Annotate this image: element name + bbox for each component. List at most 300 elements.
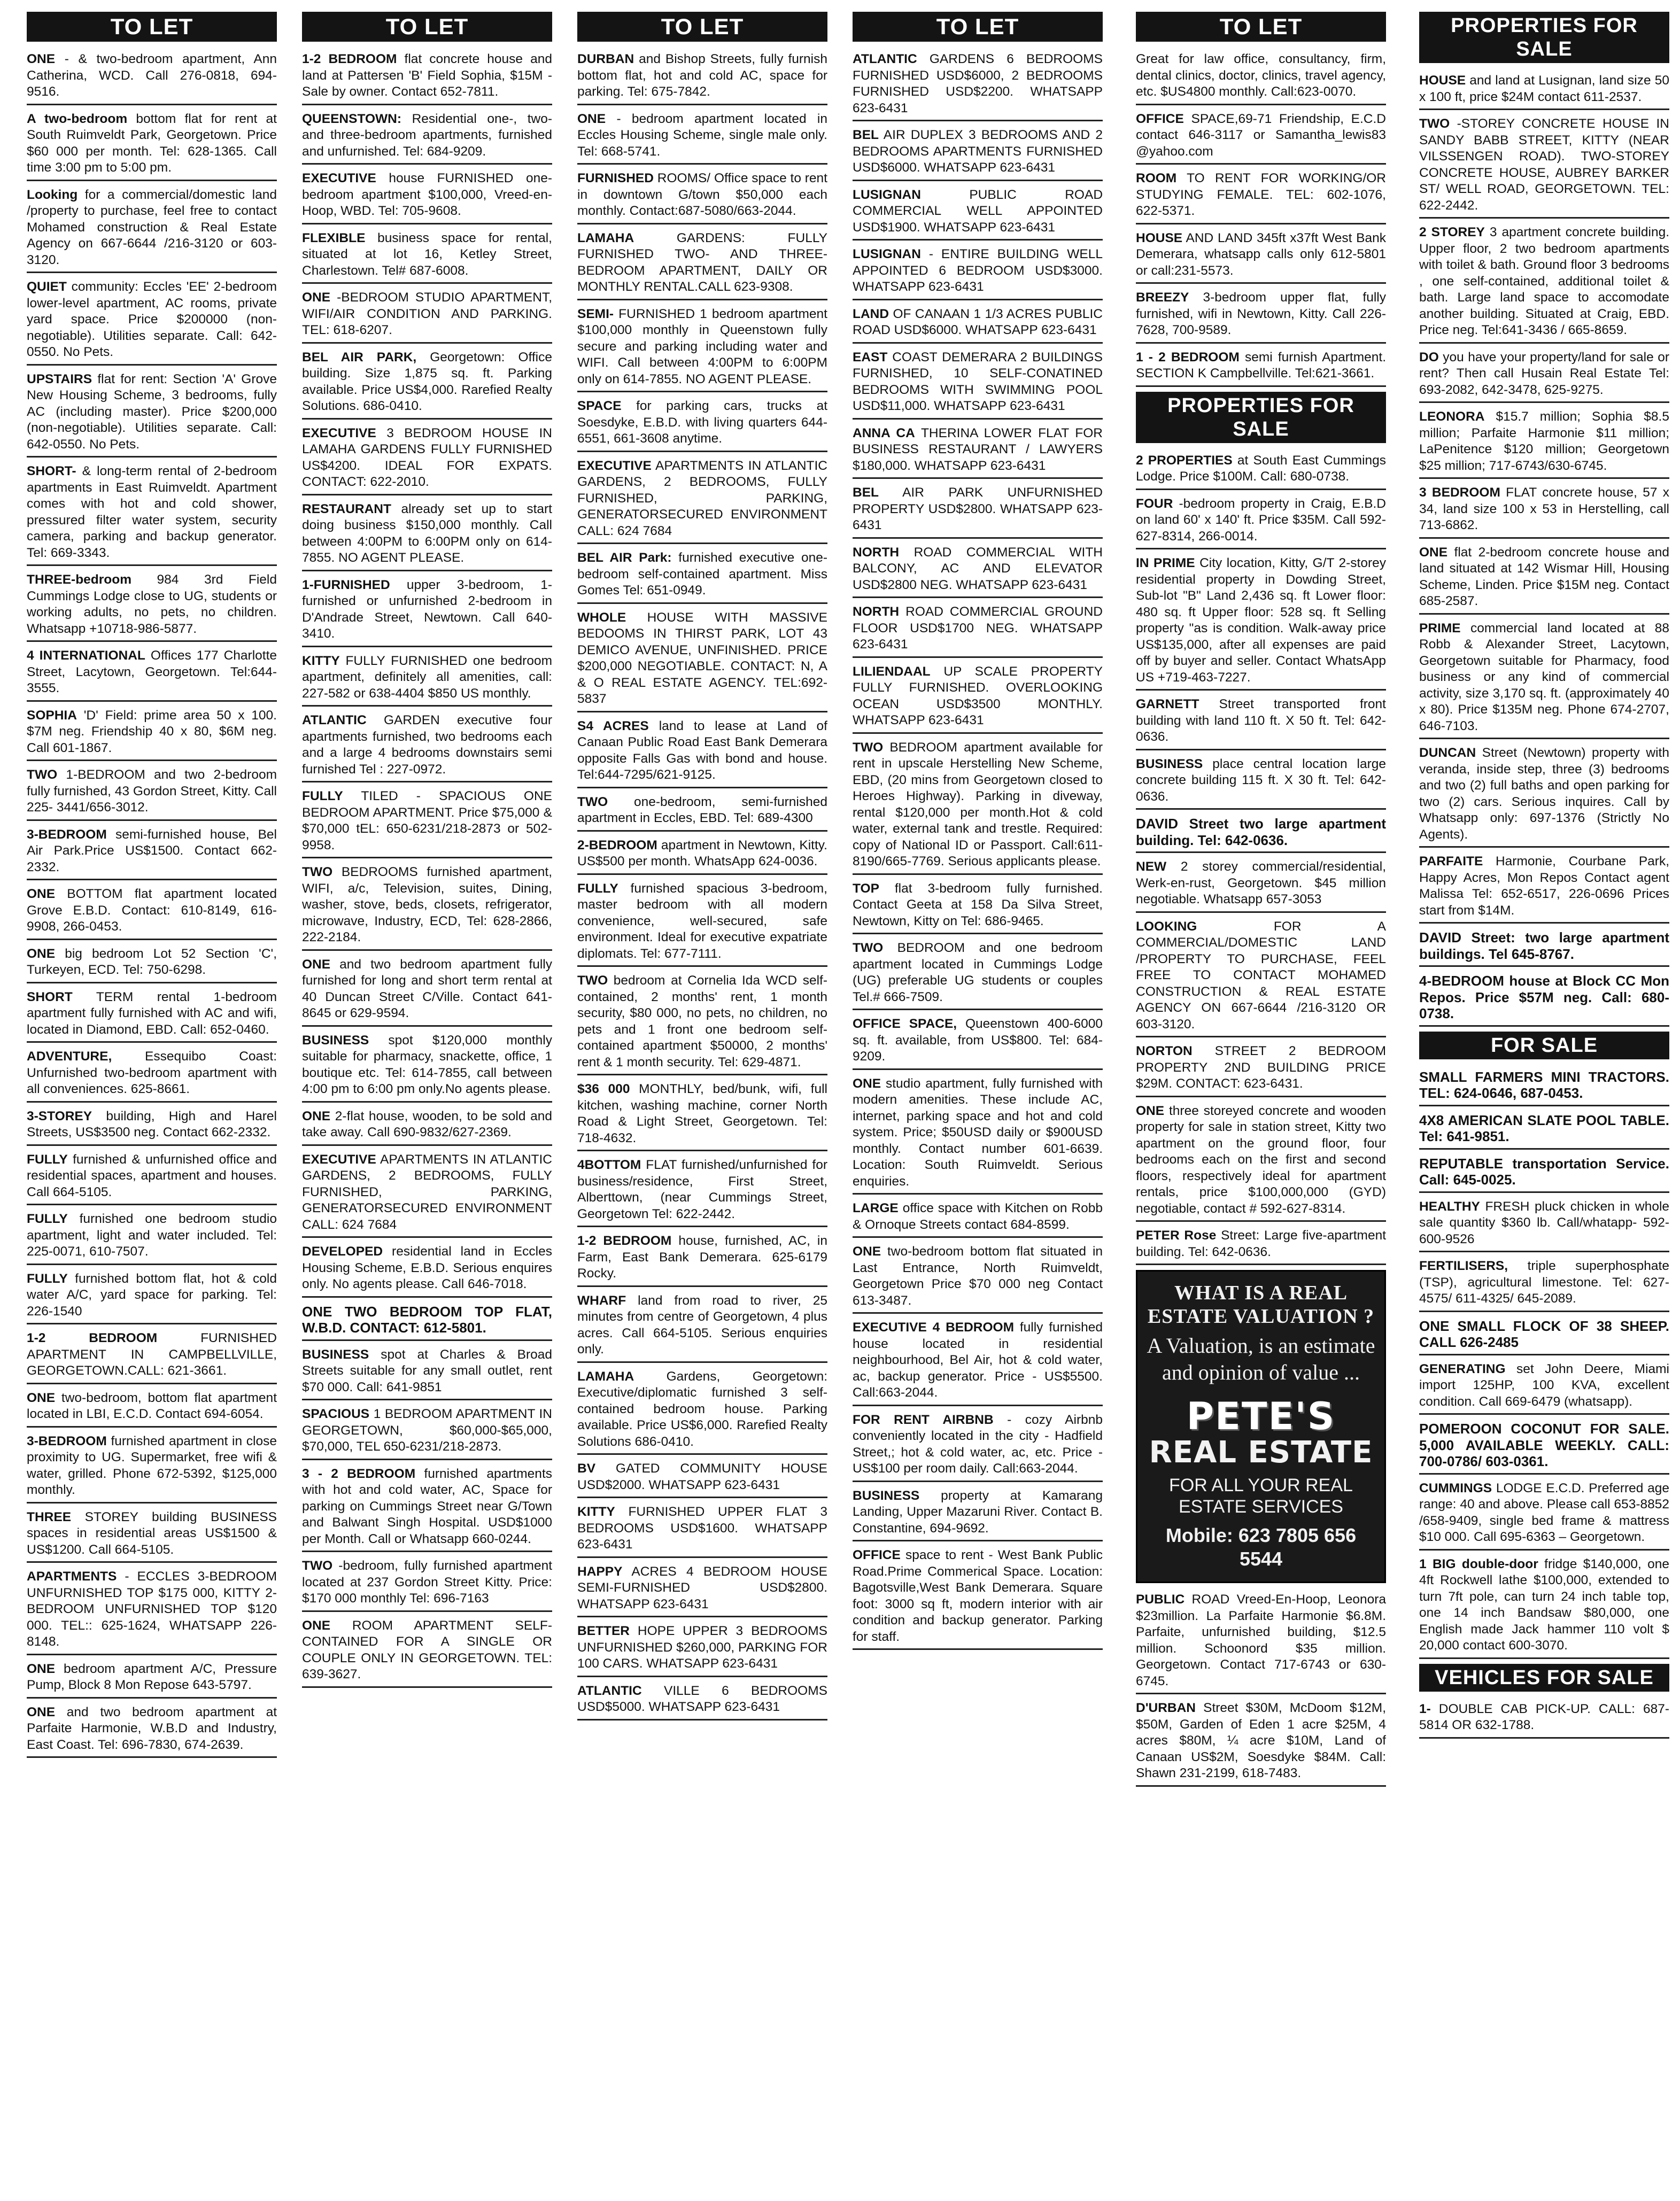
classified-ad [853, 1199, 1103, 1238]
ad-text: spot at Charles & Broad Streets suitable for any small outlet, rent $70 000. Call: 641-9851 [302, 1347, 552, 1394]
classified-ad [302, 1617, 552, 1688]
ad-text: bottom flat for rent at South Ruimveldt Park, Georgetown. Price $60 000 per month. Tel: 628-1365. Call time 3:00 pm to 5:00 pm. [27, 111, 277, 175]
ad-lead: DUNCAN [1419, 746, 1476, 760]
classified-ad [27, 278, 277, 366]
classified-ad [853, 603, 1103, 658]
ad-lead: BEL AIR Park: [577, 551, 672, 565]
ad-lead: FULLY [577, 881, 618, 896]
ad-text: BEDROOM apartment available for rent in upscale Herstelling New Scheme, EBD, (20 mins from Georgetown closed to Heroes Highway). Parking in diveway, rental $120,000 per month.Hot & cold water, external tank and trestle. Required: copy of National ID or Passport. Call:611-8190/665-7769. Serious applicants please. [853, 740, 1103, 869]
classified-ad [853, 305, 1103, 344]
ad-lead: FULLY [302, 789, 343, 803]
ad-lead: ONE [853, 1076, 881, 1091]
ad-text: Queenstown 400-6000 sq. ft. available, from US$800. Tel: 684-9209. [853, 1017, 1103, 1064]
ad-lead: POMEROON COCONUT FOR SALE. 5,000 AVAILABLE WEEKLY. CALL: 700-0786/ 603-0361. [1419, 1421, 1669, 1469]
ad-text: triple superphosphate (TSP), agricultural limestone. Tel: 627-4575/ 611-4325/ 645-2089. [1419, 1259, 1669, 1306]
classified-ad [577, 1080, 827, 1151]
classified-ad [27, 826, 277, 881]
ad-lead: EXECUTIVE [302, 1152, 376, 1167]
classified-ad [1419, 928, 1669, 967]
ad-text: fully furnished house located in residential neighbourhood, Bel Air, hot & cold water, ac, backup generator. Price - US$5500. Call:663-2044. [853, 1320, 1103, 1400]
ad-lead: LUSIGNAN [853, 247, 921, 261]
ad-text: flat for rent: Section 'A' Grove New Housing Scheme, 3 bedrooms, fully AC (including master). Price $200,000 (non-negotiable). Utilities separate. Call: 642-0550. No Pets. [27, 371, 277, 452]
classified-ad [27, 1432, 277, 1503]
classified-ad [302, 711, 552, 782]
classified-ad [577, 397, 827, 452]
ad-lead: ONE [302, 957, 331, 972]
ad-text: & long-term rental of 2-bedroom apartments in East Ruimveldt. Apartment comes with hot and cold shower, pressured filter water system, security camera, parking and backup generator. Tel: 669-3343. [27, 464, 277, 560]
ad-lead: DURBAN [577, 52, 634, 66]
ad-text: HOUSE WITH MASSIVE BEDOOMS IN THIRST PARK, LOT 43 DEMICO AVENUE, UNFINISHED. PRICE $200,000 NEGOTIABLE. CONTACT: N, A & O REAL ESTATE AGENCY. TEL:692-5837 [577, 610, 827, 706]
ad-lead: SHORT [27, 989, 73, 1004]
ad-lead: 2 PROPERTIES [1136, 453, 1233, 468]
ad-lead: 2 STOREY [1419, 225, 1485, 239]
classified-ad [853, 739, 1103, 875]
ad-text: 984 3rd Field Cummings Lodge close to UG, students or working adults, no pets, no children. Whatsapp +10718-986-5877. [27, 572, 277, 636]
ad-lead: SOPHIA [27, 708, 77, 723]
ad-text: and Bishop Streets, fully furnish bottom flat, hot and cold AC, space for parking. Tel: 675-7842. [577, 52, 827, 99]
ad-text: SPACE,69-71 Friendship, E.C.D contact 646-3117 or Samantha_lewis83 @yahoo.com [1136, 111, 1386, 159]
ad-lead: WHARF [577, 1293, 626, 1308]
ad-lead: QUEENSTOWN: [302, 111, 402, 126]
ad-text: -bedroom, fully furnished apartment located at 237 Gordon Street Kitty. Price: $170 000 monthly Tel: 696-7163 [302, 1559, 552, 1606]
ad-lead: ONE [302, 290, 331, 305]
ad-lead: ATLANTIC [853, 52, 917, 66]
classified-ad [1419, 408, 1669, 479]
ad-text: semi furnish Apartment. SECTION K Campbellville. Tel:621-3661. [1136, 350, 1386, 381]
classified-ad [1136, 918, 1386, 1038]
ad-text: FURNISHED UPPER FLAT 3 BEDROOMS USD$1600. WHATSAPP 623-6431 [577, 1505, 827, 1552]
ad-lead: OFFICE [853, 1548, 901, 1562]
classified-ad [27, 462, 277, 566]
ad-text: flat 3-bedroom fully furnished. Contact Geeta at 158 Da Silva Street, Newtown, Kitty on Tel: 686-9465. [853, 881, 1103, 928]
ad-text: flat concrete house and land at Pattersen 'B' Field Sophia, $15M - Sale by owner. Contact 652-7811. [302, 52, 552, 99]
ad-lead: LAND [853, 306, 889, 321]
ad-text: land to lease at Land of Canaan Public Road East Bank Demerara opposite Falls Gas with bond and house. Tel:644-7295/621-9125. [577, 718, 827, 782]
classified-ad [577, 717, 827, 788]
section-header: VEHICLES FOR SALE [1419, 1664, 1669, 1692]
classified-ad [1419, 1068, 1669, 1106]
ad-text: spot $120,000 monthly suitable for pharmacy, snackette, office, 1 boutique etc. Tel: 614-7855, call between 4:00 pm to 6:00 pm only.No agents please. [302, 1033, 552, 1096]
ad-lead: LARGE [853, 1201, 899, 1215]
ad-text: AND LAND 345ft x37ft West Bank Demerara, whatsapp calls only 612-5801 or call:231-5573. [1136, 230, 1386, 278]
ad-lead: BUSINESS [302, 1033, 369, 1048]
classified-ad [1136, 815, 1386, 853]
ad-lead: SHORT- [27, 464, 76, 478]
classified-ad [853, 50, 1103, 121]
ad-lead: FOUR [1136, 496, 1173, 511]
section-header: TO LET [302, 12, 552, 42]
ad-lead: KITTY [577, 1505, 615, 1519]
ad-text: AIR DUPLEX 3 BEDROOMS AND 2 BEDROOMS APARTMENTS FURNISHED USD$6000. WHATSAPP 623-6431 [853, 128, 1103, 175]
classified-ad [1419, 1257, 1669, 1312]
classified-ad [577, 169, 827, 224]
section-header: TO LET [1136, 12, 1386, 42]
ad-text: GATED COMMUNITY HOUSE USD$2000. WHATSAPP 623-6431 [577, 1461, 827, 1492]
classified-ad [1419, 972, 1669, 1027]
classified-ad [27, 945, 277, 983]
promo-line1: WHAT IS A REAL ESTATE VALUATION ? [1147, 1282, 1375, 1328]
classified-ad [1136, 1042, 1386, 1097]
ad-text: for a commercial/domestic land /property to purchase, feel free to contact Mohamed construction & Real Estate Agency on 667-6644 /216-3120 or 603-3120. [27, 187, 277, 267]
classified-ad [577, 1563, 827, 1618]
column-properties-for-sale [1419, 12, 1669, 2192]
ad-lead: BEL [853, 485, 879, 500]
section-header: PROPERTIES FOR SALE [1419, 12, 1669, 63]
ad-lead: 3-STOREY [27, 1109, 92, 1123]
section-header: FOR SALE [1419, 1032, 1669, 1059]
classified-ad [302, 169, 552, 224]
ad-lead: TOP [853, 881, 879, 896]
ad-lead: NORTH [853, 545, 900, 560]
classified-ad [577, 972, 827, 1075]
ad-text: Street $30M, McDoom $12M, $50M, Garden of Eden 1 acre $25M, 4 acres $80M, ¼ acre $10M, Land of Canaan US$2M, Soesdyke $84M. Call: Shawn 231-2199, 618-7483. [1136, 1701, 1386, 1780]
ad-lead: $36 000 [577, 1082, 630, 1096]
classified-ad [302, 500, 552, 571]
ad-text: three storeyed concrete and wooden property for sale in station street, Kitty two apartment on the ground floor, four bedrooms each on the first and second floors, respectively ideal for apartment rentals, price $100,000,000 (GYD) negotiable, contact # 592-627-8314. [1136, 1103, 1386, 1216]
classified-ad [27, 1703, 277, 1758]
ad-text: FRESH pluck chicken in whole sale quantity $360 lb. Call/whatapp- 592-600-9526 [1419, 1199, 1669, 1246]
ad-lead: 1-FURNISHED [302, 577, 390, 592]
ad-text: FOR A COMMERCIAL/DOMESTIC LAND /PROPERTY TO PURCHASE, FEEL FREE TO CONTACT MOHAMED CONSTRUCTION & REAL ESTATE AGENCY ON 667-6644 /216-3120 OR 603-3120. [1136, 919, 1386, 1032]
ad-text: - & two-bedroom apartment, Ann Catherina, WCD. Call 276-0818, 694-9516. [27, 52, 277, 99]
classified-ad [577, 1368, 827, 1455]
classified-ad [853, 186, 1103, 241]
ad-text: flat 2-bedroom concrete house and land situated at 142 Wismar Hill, Housing Scheme, Linden. Price $15M neg. Contact 685-2587. [1419, 545, 1669, 608]
ad-text: -bedroom property in Craig, E.B.D on land 60' x 140' ft. Price $35M. Call 592-627-8314, 266-0014. [1136, 496, 1386, 544]
classified-ad [27, 885, 277, 940]
classified-ad [577, 793, 827, 832]
ad-lead: OFFICE [1136, 111, 1184, 126]
classified-ad [853, 1546, 1103, 1650]
classified-ad [1136, 289, 1386, 344]
ad-lead: ATLANTIC [577, 1683, 642, 1698]
ad-text: and two bedroom apartment fully furnished for long and short term rental at 40 Duncan Street C/Ville. Contact 641-8645 or 629-9594. [302, 957, 552, 1020]
ad-lead: 3 BEDROOM [1419, 485, 1500, 500]
classified-ad [1419, 1317, 1669, 1355]
classified-ad [27, 1048, 277, 1103]
classified-ad [302, 787, 552, 858]
ad-lead: FULLY [27, 1271, 68, 1286]
promo-logo2: REAL ESTATE [1149, 1435, 1373, 1470]
classified-ad [27, 1389, 277, 1428]
classified-ad [1419, 223, 1669, 344]
classified-ad [577, 1460, 827, 1498]
promo-line2: A Valuation, is an estimate and opinion of value ... [1147, 1334, 1375, 1384]
classified-ad [27, 110, 277, 181]
ad-lead: PARFAITE [1419, 854, 1483, 869]
ad-lead: 1-2 BEDROOM [577, 1234, 672, 1248]
ad-lead: D'URBAN [1136, 1701, 1196, 1715]
classified-ad [1136, 110, 1386, 165]
ad-lead: ONE TWO BEDROOM TOP FLAT, W.B.D. CONTACT: 612-5801. [302, 1303, 552, 1336]
ad-text: UP SCALE PROPERTY FULLY FURNISHED. OVERLOOKING OCEAN USD$3500 MONTHLY. WHATSAPP 623-6431 [853, 664, 1103, 727]
ad-text: ACRES 4 BEDROOM HOUSE SEMI-FURNISHED USD$2800. WHATSAPP 623-6431 [577, 1564, 827, 1611]
ad-text: FULLY FURNISHED one bedroom apartment, definitely all amenities, call: 227-582 or 638-4404 $850 US monthly. [302, 653, 552, 701]
ad-lead: ONE [27, 946, 56, 961]
ad-lead: THREE [27, 1509, 72, 1524]
ad-lead: 1- [1419, 1701, 1431, 1716]
classified-ad [853, 1487, 1103, 1542]
ad-text: HOPE UPPER 3 BEDROOMS UNFURNISHED $260,000, PARKING FOR 100 CARS. WHATSAPP 623-6431 [577, 1624, 827, 1671]
ad-lead: LAMAHA [577, 1369, 634, 1384]
ad-lead: Looking [27, 187, 78, 202]
classified-ad [577, 1503, 827, 1558]
classified-ad [302, 1243, 552, 1298]
ad-text: TERM rental 1-bedroom apartment fully furnished with AC and wifi, located in Diamond, EBD. Call: 652-0460. [27, 989, 277, 1037]
ad-text: VILLE 6 BEDROOMS USD$5000. WHATSAPP 623-6431 [577, 1683, 827, 1714]
ad-text: semi-furnished house, Bel Air Park.Price US$1500. Contact 662-2332. [27, 827, 277, 874]
classified-ad [853, 939, 1103, 1010]
ad-lead: HAPPY [577, 1564, 623, 1579]
ad-lead: RESTAURANT [302, 501, 391, 516]
classified-ad [302, 1032, 552, 1103]
classified-ad [577, 305, 827, 393]
classified-ad [302, 863, 552, 951]
ad-text: City location, Kitty, G/T 2-storey residential property in Dowding Street, Sub-lot "B" Land 2,436 sq. ft Lower floor: 480 sq. ft Upper floor: 528 sq. ft Selling property "as is condition. Walk-away price US$135,000, after all expenses are paid off by buyer and seller. Contact WhatsApp US +719-463-7227. [1136, 556, 1386, 685]
classified-ad [1136, 1227, 1386, 1265]
ad-lead: TWO [853, 941, 884, 955]
ad-text: and land at Lusignan, land size 50 x 100 ft, price $24M contact 611-2537. [1419, 73, 1669, 104]
classified-ad [27, 370, 277, 458]
ad-text: FURNISHED APARTMENT IN CAMPBELLVILLE, GEORGETOWN.CALL: 621-3661. [27, 1331, 277, 1378]
classified-ad [302, 1107, 552, 1146]
ad-text: - ECCLES 3-BEDROOM UNFURNISHED TOP $175 000, KITTY 2-BEDROOM UNFURNISHED TOP $120 000. TEL:: 625-1624, WHATSAPP 226-8148. [27, 1569, 277, 1649]
ad-lead: LILIENDAAL [853, 664, 931, 679]
ad-lead: 3-BEDROOM [27, 827, 107, 842]
classified-ad [853, 1319, 1103, 1406]
classified-ad [1419, 744, 1669, 848]
ad-text: GARDENS 6 BEDROOMS FURNISHED USD$6000, 2 BEDROOMS FURNISHED USD$2200. WHATSAPP 623-6431 [853, 52, 1103, 115]
ad-lead: TWO [27, 768, 58, 782]
ad-lead: SMALL FARMERS MINI TRACTORS. TEL: 624-0646, 687-0453. [1419, 1068, 1669, 1101]
ad-lead: GENERATING [1419, 1361, 1506, 1376]
classified-ad [1419, 1360, 1669, 1415]
ad-lead: 4X8 AMERICAN SLATE POOL TABLE. Tel: 641-9851. [1419, 1112, 1669, 1144]
ad-text: for parking cars, trucks at Soesdyke, E.B.D. with living quarters 644-6551, 661-3608 anytime. [577, 399, 827, 446]
classified-ad [577, 1682, 827, 1720]
ad-text: furnished one bedroom studio apartment, light and water included. Tel: 225-0071, 610-7507. [27, 1212, 277, 1259]
classified-ad [577, 1232, 827, 1287]
ad-text: furnished apartment in close proximity to UG. Supermarket, free wifi & water, grilled. Phone 672-5392, $125,000 monthly. [27, 1433, 277, 1497]
classified-ad [27, 186, 277, 274]
ad-lead: BV [577, 1461, 596, 1476]
ad-text: big bedroom Lot 52 Section 'C', Turkeyen, ECD. Tel: 750-6298. [27, 946, 277, 977]
column-to-let-3 [577, 12, 827, 2192]
ad-lead: EXECUTIVE [577, 458, 652, 473]
classified-ad [27, 1107, 277, 1146]
classified-ad [853, 126, 1103, 181]
ad-text: THERINA LOWER FLAT FOR BUSINESS RESTAURANT / LAWYERS $180,000. WHATSAPP 623-6431 [853, 425, 1103, 473]
classified-ad [302, 1151, 552, 1238]
classified-ad [577, 880, 827, 967]
ad-lead: TWO [577, 973, 608, 988]
ad-lead: REPUTABLE transportation Service. Call: 645-0025. [1419, 1155, 1669, 1188]
ad-lead: DEVELOPED [302, 1244, 383, 1259]
ad-text: OF CANAAN 1 1/3 ACRES PUBLIC ROAD USD$6000. WHATSAPP 623-6431 [853, 306, 1103, 337]
ad-text: residential land in Eccles Housing Scheme, E.B.D. Serious enquires only. No agents please. Call 646-7018. [302, 1244, 552, 1291]
classified-ad [1136, 169, 1386, 224]
ad-lead: ONE [27, 887, 56, 901]
ad-text: place central location large concrete building 115 ft. X 30 ft. Tel: 642-0636. [1136, 756, 1386, 804]
column-to-let-2 [302, 12, 552, 2192]
ad-text: GARDENS: FULLY FURNISHED TWO- AND THREE-BEDROOM APARTMENT, DAILY OR MONTHLY RENTAL.CALL 623-9308. [577, 230, 827, 294]
ad-lead: 1 - 2 BEDROOM [1136, 350, 1240, 365]
ad-lead: ONE SMALL FLOCK OF 38 SHEEP. CALL 626-2485 [1419, 1318, 1669, 1350]
section-header: TO LET [577, 12, 827, 42]
ad-lead: ONE [302, 1618, 331, 1633]
ad-lead: GARNETT [1136, 697, 1199, 711]
ad-lead: ONE [853, 1244, 881, 1259]
ad-lead: BUSINESS [1136, 756, 1203, 771]
ad-lead: ONE [1136, 1103, 1165, 1118]
ad-text: COAST DEMERARA 2 BUILDINGS FURNISHED, 10 SELF-CONATINED BEDROOMS WITH SWIMMING POOL USD$11,000. WHATSAPP 623-6431 [853, 350, 1103, 413]
classified-ad [577, 549, 827, 604]
ad-text: already set up to start doing business $150,000 monthly. Call between 4:00PM to 6:00PM only on 614-7855. NO AGENT PLEASE. [302, 501, 552, 565]
classified-ad [27, 50, 277, 105]
ad-text: FLAT concrete house, 57 x 34, land size 100 x 53 in Herstelling, call 713-6862. [1419, 485, 1669, 532]
ad-text: Street (Newtown) property with veranda, inside step, three (3) bedrooms and two (2) full baths and open parking for two (2) cars. Serious inquires. Call by Whatsapp only: 697-1376 (Strictly No Agents). [1419, 746, 1669, 842]
ad-text: furnished & unfurnished office and residential spaces, apartment and houses. Call 664-5105. [27, 1152, 277, 1199]
ad-lead: HOUSE [1419, 73, 1466, 88]
ad-lead: UPSTAIRS [27, 371, 92, 386]
ad-text: ROAD COMMERCIAL GROUND FLOOR USD$1700 NEG. WHATSAPP 623-6431 [853, 604, 1103, 652]
ad-text: furnished apartments with hot and cold water, AC, Space for parking on Cummings Street near G/Town and Balwant Singh Hospital. USD$1000 per Month. Call or Whatsapp 660-0244. [302, 1466, 552, 1546]
ad-text: 3 BEDROOM HOUSE IN LAMAHA GARDENS FULLY FURNISHED US$4200. IDEAL FOR EXPATS. CONTACT: 622-2010. [302, 425, 552, 489]
ad-text: Georgetown: Office building. Size 1,875 sq. ft. Parking available. Price US$4,000. Rarefied Realty Solutions. 686-0410. [302, 350, 552, 413]
ad-lead: 3-BEDROOM [27, 1433, 107, 1448]
classified-ad [302, 229, 552, 284]
column-to-let-4 [853, 12, 1103, 2192]
ad-text: community: Eccles 'EE' 2-bedroom lower-level apartment, AC rooms, private yard space. Price $200000 (non-negotiable). Utilities separate. Call: 642-0550. No Pets. [27, 280, 277, 359]
classified-ad [577, 1292, 827, 1363]
classified-ad [853, 544, 1103, 599]
ad-lead: NORTH [853, 604, 900, 619]
column-to-let-5 [1136, 12, 1386, 2192]
classified-ad [302, 110, 552, 165]
classified-ad [1419, 72, 1669, 110]
ad-text: BEDROOMS furnished apartment, WIFI, a/c, Television, suites, Dining, washer, stove, beds, closets, refrigerator, microwave, Industry, ECD, Tel: 628-2866, 222-2184. [302, 865, 552, 944]
classified-ad [302, 50, 552, 105]
classified-ad [1136, 755, 1386, 810]
classified-ad [577, 229, 827, 300]
ad-lead: WHOLE [577, 610, 626, 625]
ad-lead: TWO [1419, 117, 1450, 131]
ad-text: you have your property/land for sale or rent? Then call Husain Real Estate Tel: 693-2082, 642-3478, 625-9275. [1419, 350, 1669, 397]
real-estate-promo [1136, 1270, 1386, 1583]
classified-ad [1419, 619, 1669, 740]
ad-text: STOREY building BUSINESS spaces in residential areas US$1500 & US$1200. Call 664-5105. [27, 1509, 277, 1557]
ad-lead: EXECUTIVE [302, 171, 376, 185]
ad-text: APARTMENTS IN ATLANTIC GARDENS, 2 BEDROOMS, FULLY FURNISHED, PARKING, GENERATORSECURED ENVIRONMENT CALL: 624 7684 [577, 458, 827, 538]
classified-ad [853, 348, 1103, 420]
ad-lead: 2-BEDROOM [577, 838, 657, 852]
ad-lead: FURNISHED [577, 171, 654, 185]
classified-ad [302, 424, 552, 495]
ad-text: 1 BEDROOM APARTMENT IN GEORGETOWN, $60,000-$65,000, $70,000, TEL 650-6231/218-2873. [302, 1407, 552, 1454]
classified-ad [577, 110, 827, 165]
ad-text: BOTTOM flat apartment located Grove E.B.D. Contact: 610-8149, 616-9908, 266-0453. [27, 887, 277, 934]
ad-text: two-bedroom, bottom flat apartment located in LBI, E.C.D. Contact 694-6054. [27, 1390, 277, 1421]
ad-lead: BEL AIR PARK, [302, 350, 417, 365]
ad-text: building, High and Harel Streets, US$3500 neg. Contact 662-2332. [27, 1109, 277, 1140]
ad-lead: 3 - 2 BEDROOM [302, 1466, 416, 1481]
ad-text: set John Deere, Miami import 125HP, 100 KVA, excellent condition. Call 669-6479 (whatsapp). [1419, 1361, 1669, 1409]
classified-ad [1136, 495, 1386, 550]
classified-ad [27, 988, 277, 1043]
ad-lead: BUSINESS [853, 1488, 920, 1503]
ad-text: apartment in Newtown, Kitty. US$500 per month. WhatsApp 624-0036. [577, 838, 827, 869]
ad-text: APARTMENTS IN ATLANTIC GARDENS, 2 BEDROOMS, FULLY FURNISHED, PARKING, GENERATORSECURED ENVIRONMENT CALL: 624 7684 [302, 1152, 552, 1232]
ad-text: Essequibo Coast: Unfurnished two-bedroom apartment with all conveniences. 625-8661. [27, 1049, 277, 1096]
ad-text: TO RENT FOR WORKING/OR STUDYING FEMALE. TEL: 602-1076, 622-5371. [1136, 171, 1386, 218]
ad-text: 'D' Field: prime area 50 x 100. $7M neg. Friendship 40 x 80, $6M neg. Call 601-1867. [27, 708, 277, 755]
ad-text: 2 storey commercial/residential, Werk-en-rust, Georgetown. $45 million negotiable. Whatsapp 657-3053 [1136, 859, 1386, 906]
ad-lead: FLEXIBLE [302, 230, 366, 245]
classified-ad [1419, 1700, 1669, 1739]
ad-lead: 1 BIG double-door [1419, 1556, 1538, 1571]
ad-lead: ADVENTURE, [27, 1049, 112, 1064]
ad-text: fridge $140,000, one 4ft Rockwell lathe $100,000, extended to turn 7ft pole, can turn 24 inch table top, one 14 inch Bandsaw $80,000, one English made Jack hammer 110 volt $ 20,000 contact 600-3070. [1419, 1556, 1669, 1653]
classified-ad [27, 647, 277, 702]
ad-lead: HOUSE [1136, 230, 1183, 245]
classified-ad [27, 1508, 277, 1563]
ad-text: and two bedroom apartment at Parfaite Harmonie, W.B.D and Industry, East Coast. Tel: 696-7830, 674-2639. [27, 1704, 277, 1752]
ad-text: ROOMS/ Office space to rent in downtown G/town $50,000 each monthly. Contact:687-5080/663-2044. [577, 171, 827, 218]
classified-ad [27, 766, 277, 821]
ad-text: Residential one-, two- and three-bedroom apartments, furnished and unfurnished. Tel: 684-9209. [302, 111, 552, 159]
classified-ad [1419, 1479, 1669, 1551]
ad-text: ROAD Vreed-En-Hoop, Leonora $23million. La Parfaite Harmonie $6.8M. Parfaite, unfurnished building, $12.5 million. Schoonord $35 million. Georgetown. Contact 717-6743 or 630-6745. [1136, 1592, 1386, 1688]
ad-text: GARDEN executive four apartments furnished, two bedrooms each and a large 4 bedrooms downstairs semi furnished Tel : 227-0972. [302, 713, 552, 777]
classified-ad [1419, 852, 1669, 924]
ad-text: office space with Kitchen on Robb & Ornoque Streets contact 684-8599. [853, 1201, 1103, 1232]
classified-ad [577, 457, 827, 545]
ad-lead: 1-2 BEDROOM [27, 1331, 158, 1345]
classified-ad [853, 484, 1103, 539]
ad-lead: NEW [1136, 859, 1167, 874]
ad-text: Harmonie, Courbane Park, Happy Acres, Mon Repos Contact agent Malissa Tel: 652-6517, 226-0696 Prices start from $14M. [1419, 854, 1669, 918]
ad-text: - bedroom apartment located in Eccles Housing Scheme, single male only. Tel: 668-5741. [577, 111, 827, 159]
classified-ad [853, 424, 1103, 479]
classified-ad [1136, 554, 1386, 691]
classified-ad [853, 245, 1103, 300]
section-header: PROPERTIES FOR SALE [1136, 392, 1386, 443]
ad-text: - ENTIRE BUILDING WELL APPOINTED 6 BEDROOM USD$3000. WHATSAPP 623-6431 [853, 247, 1103, 294]
classified-ad [1419, 1420, 1669, 1475]
classified-ad [1136, 1699, 1386, 1787]
ad-text: furnished executive one-bedroom self-contained apartment. Miss Gomes Tel: 651-0949. [577, 551, 827, 598]
classified-ad [853, 1243, 1103, 1314]
ad-text: $15.7 million; Sophia $8.5 million; Parfaite Harmonie $11 million; LaPenitence $120 million; Georgetown $25 million; 717-6743/630-6745. [1419, 409, 1669, 473]
classified-ad [302, 956, 552, 1027]
classified-ad [1419, 1154, 1669, 1193]
ad-lead: ONE [27, 1390, 56, 1405]
ad-lead: FOR RENT AIRBNB [853, 1412, 994, 1427]
ad-lead: 4-BEDROOM house at Block CC Mon Repos. Price $57M neg. Call: 680-0738. [1419, 973, 1669, 1021]
classified-ad [302, 1465, 552, 1553]
ad-lead: DAVID Street: two large apartment buildings. Tel 645-8767. [1419, 929, 1669, 962]
ad-text: upper 3-bedroom, 1-furnished or unfurnished 2-bedroom in D'Andrade Street, Newtown. Call 640-3410. [302, 577, 552, 641]
ad-lead: EAST [853, 350, 888, 365]
ad-lead: NORTON [1136, 1044, 1193, 1058]
classified-ad [577, 1622, 827, 1677]
ad-text: two-bedroom bottom flat situated in Last Entrance, North Ruimveldt, Georgetown Price $70 000 neg Contact 613-3487. [853, 1244, 1103, 1308]
ad-lead: SPACIOUS [302, 1407, 370, 1421]
ad-text: STREET 2 BEDROOM PROPERTY 2ND BUILDING PRICE $29M. CONTACT: 623-6431. [1136, 1044, 1386, 1091]
ad-lead: SPACE [577, 399, 622, 413]
classified-ad [1419, 544, 1669, 615]
ad-text: house, furnished, AC, in Farm, East Bank Demerara. 625-6179 Rocky. [577, 1234, 827, 1281]
